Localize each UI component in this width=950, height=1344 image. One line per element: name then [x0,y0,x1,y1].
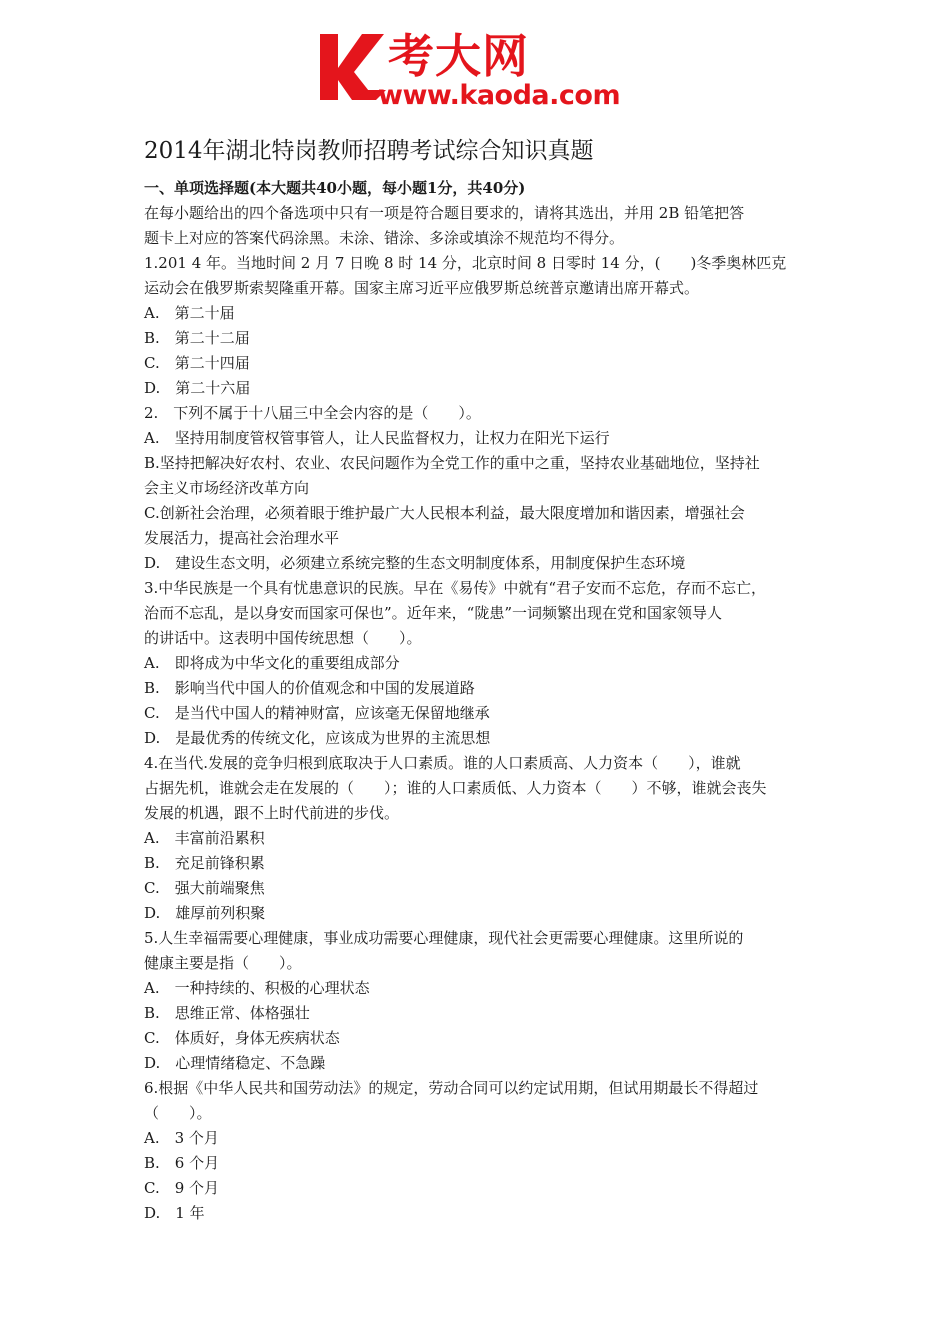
option-line: C. 是当代中国人的精神财富，应该毫无保留地继承 [144,704,490,722]
option-line: B. 第二十二届 [144,329,250,347]
option-line: 发展活力，提高社会治理水平 [144,529,340,547]
logo-brand-text: 考大网 [388,29,529,83]
document-body [144,134,814,1226]
logo-url-text: www.kaoda.com [378,80,621,111]
text-line: 1.201 4 年。当地时间 2 月 7 日晚 8 时 14 分，北京时间 8 日零时 14 分，( )冬季奥林匹克 [144,254,787,272]
option-line: B. 6 个月 [144,1154,220,1172]
text-line: 4.在当代.发展的竞争归根到底取决于人口素质。谁的人口素质高、人力资本（ ），谁就 [144,754,741,772]
text-line: 题卡上对应的答案代码涂黑。未涂、错涂、多涂或填涂不规范均不得分。 [144,229,625,247]
option-line: 会主义市场经济改革方向 [144,479,310,497]
option-line: A. 一种持续的、积极的心理状态 [144,979,370,997]
text-line: 健康主要是指（ ）。 [144,954,302,972]
text-line: 3.中华民族是一个具有忧患意识的民族。早在《易传》中就有“君子安而不忘危，存而不忘亡， [144,579,766,597]
option-line: B. 思维正常、体格强壮 [144,1004,310,1022]
option-line: A. 3 个月 [144,1129,219,1147]
option-line: D. 心理情绪稳定、不急躁 [144,1054,326,1072]
option-line: B. 影响当代中国人的价值观念和中国的发展道路 [144,679,475,697]
text-line: 运动会在俄罗斯索契隆重开幕。国家主席习近平应俄罗斯总统普京邀请出席开幕式。 [144,279,700,297]
option-line: D. 建设生态文明，必须建立系统完整的生态文明制度体系，用制度保护生态环境 [144,554,686,572]
option-line: C. 9 个月 [144,1179,220,1197]
option-line: A. 坚持用制度管权管事管人，让人民监督权力，让权力在阳光下运行 [144,429,610,447]
kaoda-logo [318,28,648,112]
option-line: C. 体质好，身体无疾病状态 [144,1029,340,1047]
text-line: 2. 下列不属于十八届三中全会内容的是（ ）。 [144,404,481,422]
option-line: B. 充足前锋积累 [144,854,265,872]
text-line: 6.根据《中华人民共和国劳动法》的规定，劳动合同可以约定试用期，但试用期最长不得超过 [144,1079,759,1097]
text-line: 治而不忘乱，是以身安而国家可保也”。近年来，“陇患”一词频繁出现在党和国家领导人 [144,604,723,622]
text-line: 发展的机遇，跟不上时代前进的步伐。 [144,804,400,822]
option-line: A. 即将成为中华文化的重要组成部分 [144,654,400,672]
option-line: D. 第二十六届 [144,379,251,397]
option-line: A. 第二十届 [144,304,235,322]
option-line: A. 丰富前沿累积 [144,829,265,847]
text-line: 占据先机，谁就会走在发展的（ ）；谁的人口素质低、人力资本（ ）不够，谁就会丧失 [144,779,767,797]
option-line: C.创新社会治理，必须着眼于维护最广大人民根本利益，最大限度增加和谐因素，增强社会 [144,504,745,522]
text-line: （ ）。 [144,1104,212,1122]
text-line: 的讲话中。这表明中国传统思想（ ）。 [144,629,422,647]
section-heading: 一、单项选择题(本大题共40小题，每小题1分，共40分) [144,179,526,197]
page-title: 2014年湖北特岗教师招聘考试综合知识真题 [144,138,594,164]
text-line: 5.人生幸福需要心理健康，事业成功需要心理健康，现代社会更需要心理健康。这里所说的 [144,929,744,947]
option-line: D. 是最优秀的传统文化，应该成为世界的主流思想 [144,729,491,747]
question-text [144,201,814,1226]
option-line: C. 第二十四届 [144,354,250,372]
text-line: 在每小题给出的四个备选项中只有一项是符合题目要求的，请将其选出，并用 2B 铅笔把答 [144,204,745,222]
option-line: C. 强大前端聚焦 [144,879,265,897]
option-line: B.坚持把解决好农村、农业、农民问题作为全党工作的重中之重，坚持农业基础地位，坚持社 [144,454,760,472]
option-line: D. 雄厚前列积聚 [144,904,266,922]
option-line: D. 1 年 [144,1204,205,1222]
